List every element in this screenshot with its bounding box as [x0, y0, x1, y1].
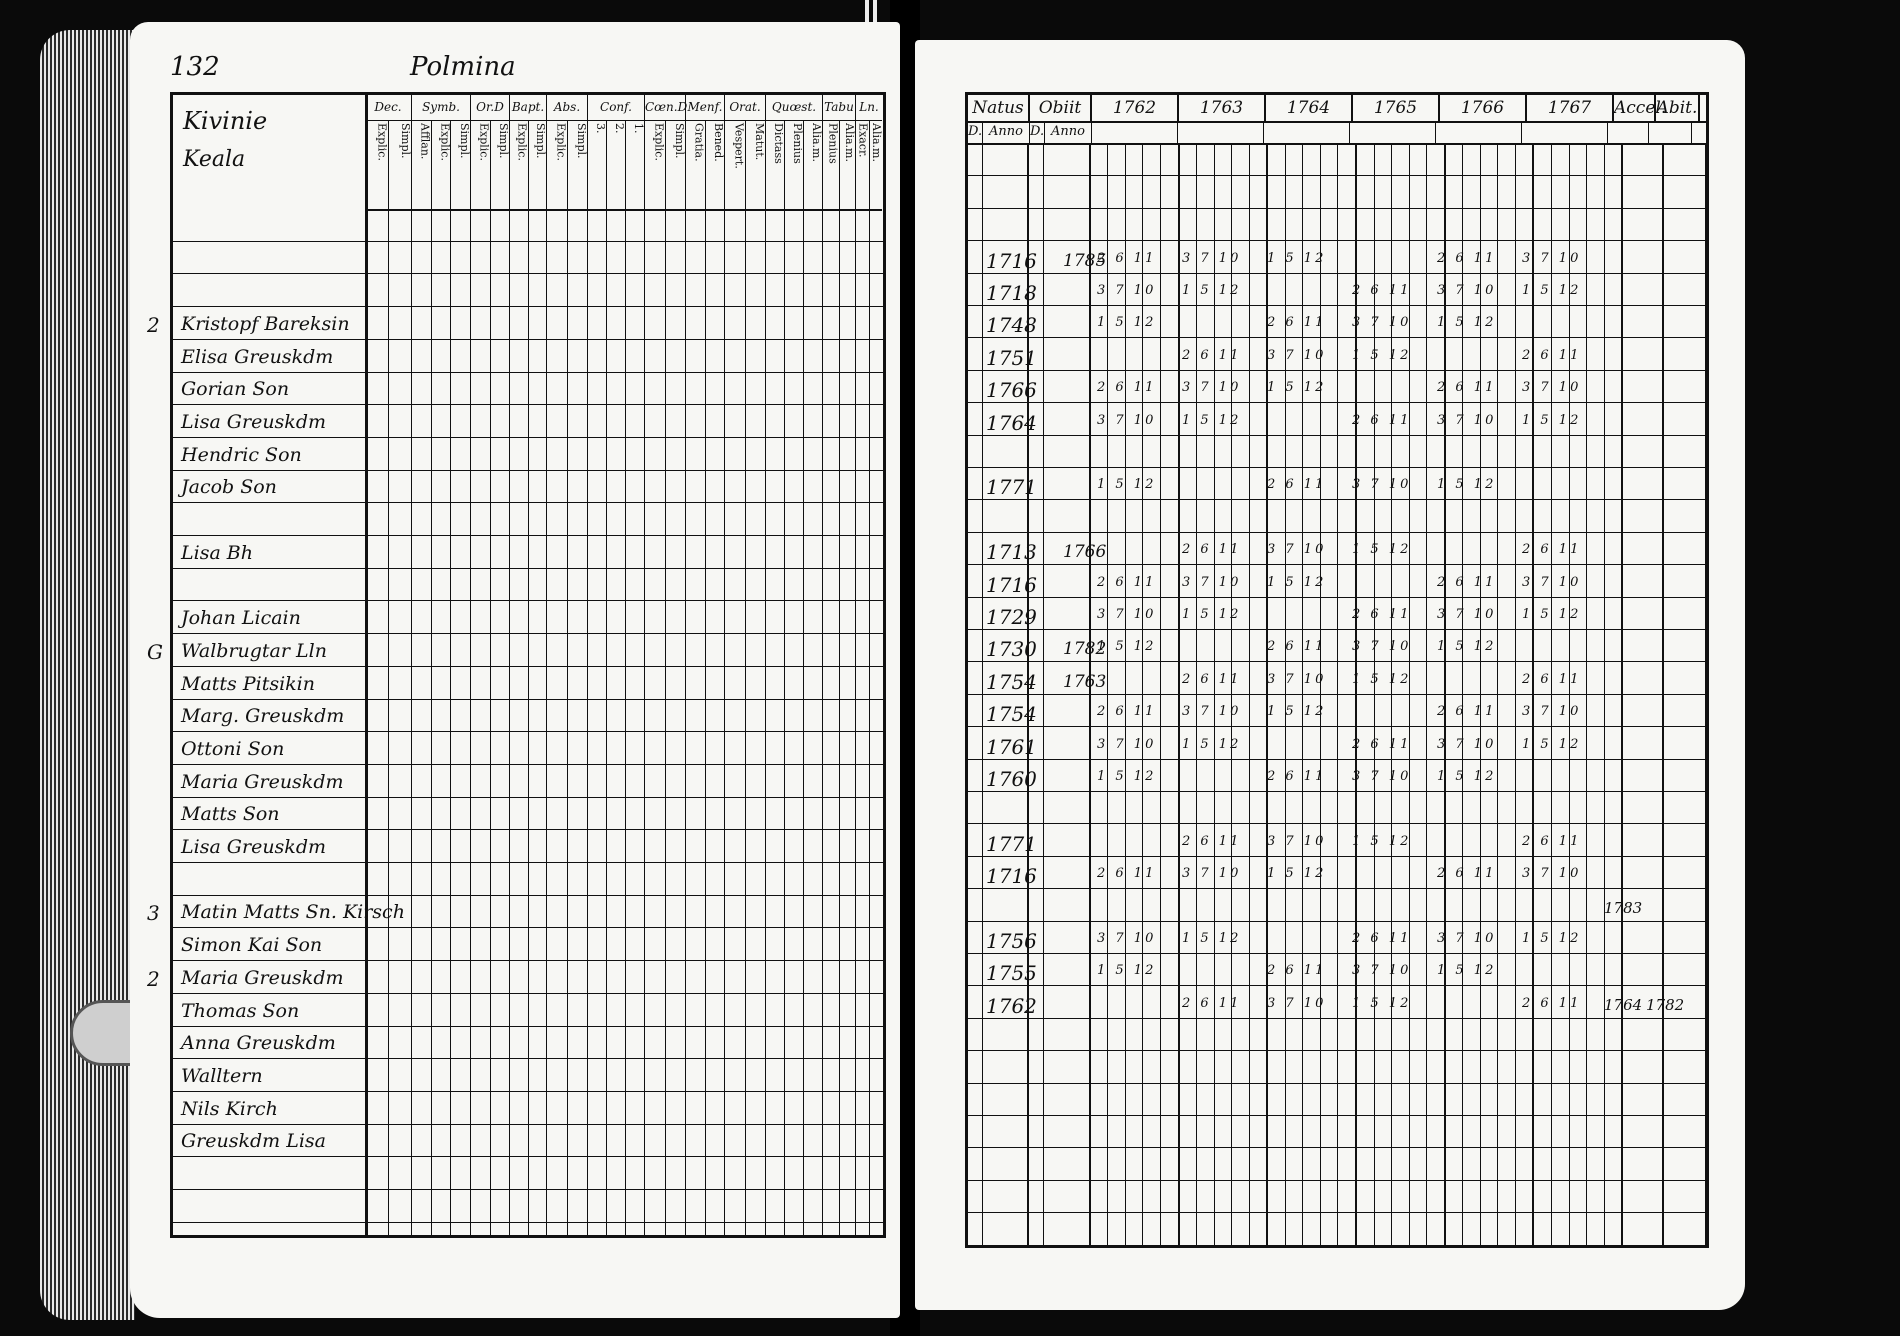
progress-marks: 3 7 10 — [1182, 574, 1242, 590]
column-head: Abs. — [547, 95, 587, 121]
column-head: Conf. — [588, 95, 644, 121]
row-rule — [173, 568, 883, 569]
progress-marks: 2 6 11 — [1437, 866, 1497, 882]
birth-year: 1751 — [986, 345, 1037, 370]
death-year: 1763 — [1063, 671, 1107, 692]
column-subhead: Explic. — [432, 121, 452, 209]
birth-year: 1756 — [986, 929, 1037, 953]
row-rule — [173, 273, 883, 274]
village-name: Kivinie — [183, 107, 268, 135]
person-name: Lisa Bh — [181, 541, 254, 564]
register-subhead: D. — [1030, 121, 1045, 143]
register-head: 1765 — [1353, 95, 1440, 121]
death-year: 1785 — [1063, 250, 1107, 271]
progress-marks: 1 5 12 — [1097, 477, 1157, 493]
column-head: Cœn.D — [645, 95, 685, 121]
progress-marks: 3 7 10 — [1267, 542, 1327, 558]
register-subhead: Anno — [983, 121, 1030, 143]
person-name: Matin Matts Sn. Kirsch — [181, 901, 405, 924]
progress-marks: 1 5 12 — [1437, 477, 1497, 493]
household-number: 3 — [147, 901, 160, 926]
row-rule — [173, 1091, 883, 1092]
register-row-rule — [968, 273, 1706, 274]
progress-marks: 2 6 11 — [1097, 704, 1157, 720]
column-subhead: Matut. — [753, 123, 766, 161]
register-row-rule — [968, 499, 1706, 500]
progress-marks: 2 6 11 — [1352, 607, 1412, 622]
register-row-rule — [968, 402, 1706, 403]
progress-marks: 3 7 10 — [1522, 250, 1582, 266]
progress-marks: 3 7 10 — [1352, 769, 1412, 784]
row-rule — [173, 829, 883, 830]
register-row-rule — [968, 759, 1706, 760]
row-rule — [173, 797, 883, 798]
progress-marks: 3 7 10 — [1267, 833, 1327, 849]
progress-marks: 1 5 12 — [1182, 283, 1242, 298]
progress-marks: 1 5 12 — [1437, 963, 1497, 979]
progress-marks: 1 5 12 — [1522, 931, 1582, 946]
progress-marks: 3 7 10 — [1097, 283, 1157, 298]
column-subhead: Simpl. — [575, 123, 588, 159]
register-head: Abit. — [1656, 95, 1700, 121]
register-row-rule — [968, 823, 1706, 824]
row-rule — [173, 339, 883, 340]
register-row-rule — [968, 240, 1706, 241]
left-page — [130, 22, 900, 1318]
progress-marks: 2 6 11 — [1182, 347, 1242, 363]
progress-marks: 1 5 12 — [1522, 412, 1582, 428]
progress-marks: 3 7 10 — [1267, 995, 1327, 1011]
register-row-rule — [968, 1115, 1706, 1116]
progress-marks: 1 5 12 — [1182, 931, 1242, 946]
column-subhead: 2. — [607, 121, 626, 209]
row-rules — [173, 208, 883, 1235]
column-subheads — [588, 121, 644, 211]
register-head: 1762 — [1092, 95, 1179, 121]
register-row-rule — [968, 985, 1706, 986]
progress-marks: 2 6 11 — [1522, 347, 1582, 363]
progress-marks: 2 6 11 — [1267, 315, 1327, 331]
progress-marks: 3 7 10 — [1182, 250, 1242, 266]
column-subhead: Alia.m. — [843, 123, 856, 162]
register-head: Natus — [968, 95, 1030, 121]
birth-year: 1766 — [986, 378, 1037, 403]
person-name: Walltern — [181, 1064, 263, 1087]
progress-marks: 2 6 11 — [1182, 995, 1242, 1011]
column-subheads — [686, 121, 724, 211]
column-head: Symb. — [412, 95, 470, 121]
abit-year: 1782 — [1646, 995, 1685, 1014]
person-name: Ottoni Son — [181, 737, 285, 760]
binding-mark — [865, 0, 869, 22]
register-head: 1766 — [1440, 95, 1527, 121]
row-rule — [173, 241, 883, 242]
register-rows — [968, 143, 1706, 1245]
progress-marks: 1 5 12 — [1437, 639, 1497, 655]
progress-marks: 3 7 10 — [1437, 283, 1497, 298]
column-head: Tabu — [823, 95, 855, 121]
birth-year: 1754 — [986, 702, 1037, 727]
progress-marks: 2 6 11 — [1267, 769, 1327, 784]
column-subhead: 3. — [588, 121, 607, 209]
book-edge — [40, 30, 135, 1320]
progress-marks: 1 5 12 — [1352, 833, 1412, 849]
column-subhead: Plenius — [823, 121, 840, 209]
birth-year: 1755 — [986, 961, 1037, 986]
column-subhead: Simpl. — [673, 123, 686, 159]
progress-marks: 1 5 12 — [1352, 995, 1412, 1011]
birth-year: 1716 — [986, 864, 1037, 889]
column-subhead: Explic. — [365, 121, 389, 209]
register-row-rule — [968, 856, 1706, 857]
year-subhead — [1092, 121, 1178, 143]
birth-year: 1713 — [986, 540, 1037, 565]
register-row-rule — [968, 694, 1706, 695]
person-name: Lisa Greuskdm — [181, 836, 326, 858]
row-rule — [173, 699, 883, 700]
birth-year: 1748 — [986, 313, 1037, 338]
column-subheads — [510, 121, 546, 211]
register-row-rule — [968, 1245, 1706, 1246]
progress-marks: 3 7 10 — [1522, 866, 1582, 882]
progress-marks: 2 6 11 — [1352, 931, 1412, 946]
progress-marks: 2 6 11 — [1097, 574, 1157, 590]
row-rule — [173, 1189, 883, 1190]
register-row-rule — [968, 564, 1706, 565]
row-rule — [173, 633, 883, 634]
progress-marks: 3 7 10 — [1437, 736, 1497, 752]
column-subheads — [645, 121, 685, 211]
row-rule — [173, 666, 883, 667]
progress-marks: 2 6 11 — [1182, 833, 1242, 849]
progress-marks: 1 5 12 — [1182, 412, 1242, 428]
progress-marks: 1 5 12 — [1267, 574, 1327, 590]
progress-marks: 1 5 12 — [1097, 963, 1157, 979]
column-subheads — [856, 121, 882, 211]
register-row-rule — [968, 1180, 1706, 1181]
birth-year: 1730 — [986, 637, 1037, 662]
register-row-rule — [968, 435, 1706, 436]
progress-marks: 3 7 10 — [1352, 963, 1412, 979]
death-year: 1782 — [1063, 639, 1107, 660]
register-row-rule — [968, 208, 1706, 209]
birth-year: 1718 — [986, 281, 1037, 305]
register-row-rule — [968, 661, 1706, 662]
progress-marks: 3 7 10 — [1522, 380, 1582, 396]
progress-marks: 2 6 11 — [1097, 380, 1157, 396]
register-row-rule — [968, 921, 1706, 922]
progress-marks: 3 7 10 — [1097, 412, 1157, 428]
row-rule — [173, 1156, 883, 1157]
progress-marks: 3 7 10 — [1437, 931, 1497, 946]
progress-marks: 1 5 12 — [1352, 671, 1412, 687]
progress-marks: 3 7 10 — [1437, 412, 1497, 428]
progress-marks: 1 5 12 — [1352, 542, 1412, 558]
progress-marks: 1 5 12 — [1437, 315, 1497, 331]
birth-year: 1716 — [986, 572, 1037, 597]
person-name: Matts Son — [181, 803, 280, 826]
register-row-rule — [968, 1083, 1706, 1084]
progress-marks: 2 6 11 — [1522, 671, 1582, 687]
progress-marks: 2 6 11 — [1522, 833, 1582, 849]
progress-marks: 2 6 11 — [1437, 574, 1497, 590]
progress-marks: 1 5 12 — [1522, 283, 1582, 298]
progress-marks: 2 6 11 — [1097, 866, 1157, 882]
register-row-rule — [968, 1050, 1706, 1051]
progress-marks: 2 6 11 — [1182, 671, 1242, 687]
progress-marks: 2 6 11 — [1352, 736, 1412, 752]
parish-name: Polmina — [410, 52, 516, 82]
column-subheads — [823, 121, 855, 211]
row-rule — [173, 764, 883, 765]
register-row-rule — [968, 370, 1706, 371]
progress-marks: 2 6 11 — [1267, 639, 1327, 655]
progress-marks: 2 6 11 — [1437, 250, 1497, 266]
household-number: G — [147, 639, 163, 664]
row-rule — [173, 960, 883, 961]
progress-marks: 2 6 11 — [1352, 283, 1412, 298]
column-subhead: Explic. — [510, 121, 529, 209]
progress-marks: 1 5 12 — [1182, 607, 1242, 622]
column-subhead: Dictass — [766, 121, 785, 209]
person-name: Marg. Greuskdm — [181, 705, 345, 728]
row-rule — [173, 437, 883, 438]
person-name: Walbrugtar Lln — [181, 639, 327, 662]
register-row-rule — [968, 467, 1706, 468]
row-rule — [173, 1058, 883, 1059]
column-head: Menf. — [686, 95, 724, 121]
column-head: Ln. — [856, 95, 882, 121]
register-row-rule — [968, 532, 1706, 533]
household-number: 2 — [147, 966, 160, 991]
progress-marks: 3 7 10 — [1182, 704, 1242, 720]
progress-marks: 1 5 12 — [1522, 736, 1582, 752]
register-row-rule — [968, 175, 1706, 176]
progress-marks: 1 5 12 — [1522, 607, 1582, 622]
row-rule — [173, 993, 883, 994]
progress-marks: 1 5 12 — [1097, 639, 1157, 655]
person-name: Johan Licain — [181, 607, 301, 630]
person-name: Simon Kai Son — [181, 934, 323, 957]
register-head: 1767 — [1527, 95, 1614, 121]
death-year: 1766 — [1063, 542, 1107, 563]
progress-marks: 3 7 10 — [1097, 931, 1157, 946]
progress-marks: 2 6 11 — [1522, 995, 1582, 1011]
birth-year: 1762 — [986, 993, 1037, 1018]
progress-marks: 3 7 10 — [1522, 574, 1582, 590]
column-subhead: Explic. — [547, 121, 568, 209]
register-row-rule — [968, 953, 1706, 954]
register-row-rule — [968, 337, 1706, 338]
year-subhead — [1264, 121, 1350, 143]
column-head: Dec. — [365, 95, 411, 121]
birth-year: 1754 — [986, 669, 1037, 694]
row-rule — [173, 372, 883, 373]
row-rule — [173, 1026, 883, 1027]
progress-marks: 2 6 11 — [1352, 412, 1412, 428]
page-number: 132 — [170, 52, 220, 82]
person-name: Elisa Greuskdm — [181, 345, 334, 368]
column-subheads — [725, 121, 765, 211]
year-subhead — [1436, 121, 1522, 143]
year-subhead — [1178, 121, 1264, 143]
row-rule — [173, 862, 883, 863]
progress-marks: 1 5 12 — [1097, 769, 1157, 784]
progress-marks: 3 7 10 — [1182, 866, 1242, 882]
register-row-rule — [968, 1212, 1706, 1213]
row-rule — [173, 404, 883, 405]
register-subheader — [968, 121, 1706, 145]
birth-year: 1761 — [986, 734, 1037, 759]
progress-marks: 2 6 11 — [1267, 477, 1327, 493]
row-rule — [173, 600, 883, 601]
column-subhead: Afflan. — [412, 121, 432, 209]
person-name: Maria Greuskdm — [181, 770, 344, 793]
row-rule — [173, 895, 883, 896]
person-name: Maria Greuskdm — [181, 966, 344, 989]
birth-year: 1760 — [986, 767, 1037, 791]
column-subheads — [365, 121, 411, 211]
year-subhead — [1350, 121, 1436, 143]
progress-marks: 3 7 10 — [1352, 315, 1412, 331]
register-row-rule — [968, 597, 1706, 598]
column-subhead: Gratia. — [686, 121, 706, 209]
village-subname: Keala — [183, 147, 246, 172]
column-head: Quœst. — [766, 95, 822, 121]
row-rule — [173, 927, 883, 928]
household-number: 2 — [147, 312, 160, 337]
progress-marks: 2 6 11 — [1437, 704, 1497, 720]
register-table — [965, 92, 1709, 1248]
row-rule — [173, 535, 883, 536]
person-name: Nils Kirch — [181, 1097, 278, 1120]
birth-year: 1771 — [986, 831, 1037, 856]
progress-marks: 3 7 10 — [1097, 607, 1157, 622]
column-subheads — [412, 121, 470, 211]
progress-marks: 3 7 10 — [1522, 704, 1582, 720]
progress-marks: 1 5 12 — [1097, 315, 1157, 331]
row-rule — [173, 502, 883, 503]
register-row-rule — [968, 1147, 1706, 1148]
status-subhead — [1649, 121, 1692, 143]
column-subhead: Alia.m. — [810, 123, 823, 162]
person-name: Greuskdm Lisa — [181, 1130, 326, 1153]
person-name: Lisa Greuskdm — [181, 410, 326, 433]
register-subhead: Anno — [1045, 121, 1092, 143]
register-head: 1763 — [1179, 95, 1266, 121]
progress-marks: 3 7 10 — [1352, 477, 1412, 493]
column-subhead: Alia.m. — [870, 123, 883, 162]
person-name: Hendric Son — [181, 443, 302, 466]
row-rule — [173, 1222, 883, 1223]
progress-marks: 3 7 10 — [1437, 607, 1497, 622]
register-subhead: D. — [968, 121, 983, 143]
progress-marks: 2 6 11 — [1182, 542, 1242, 558]
progress-marks: 2 6 11 — [1097, 250, 1157, 266]
progress-marks: 3 7 10 — [1097, 736, 1157, 752]
progress-marks: 1 5 12 — [1267, 250, 1327, 266]
register-row-rule — [968, 1018, 1706, 1019]
birth-year: 1764 — [986, 410, 1037, 435]
register-head: 1764 — [1266, 95, 1353, 121]
row-rule — [173, 306, 883, 307]
progress-marks: 2 6 11 — [1437, 380, 1497, 396]
register-row-rule — [968, 888, 1706, 889]
progress-marks: 1 5 12 — [1267, 380, 1327, 396]
row-rule — [173, 1124, 883, 1125]
column-subhead: Simpl. — [399, 123, 412, 159]
column-subhead: Explic. — [471, 121, 491, 209]
birth-year: 1771 — [986, 475, 1037, 500]
person-name: Thomas Son — [181, 999, 300, 1022]
register-row-rule — [968, 629, 1706, 630]
column-head: Orat. — [725, 95, 765, 121]
column-subheads — [766, 121, 822, 211]
column-subhead: Explic. — [645, 121, 666, 209]
progress-marks: 1 5 12 — [1437, 769, 1497, 784]
person-name: Anna Greuskdm — [181, 1032, 336, 1055]
catechetical-table — [147, 92, 886, 1238]
column-subhead: 1. — [632, 123, 645, 134]
register-head: Obiit — [1030, 95, 1092, 121]
accel-year: 1783 — [1604, 898, 1643, 917]
column-head: Bapt. — [510, 95, 546, 121]
register-head: Accel. — [1614, 95, 1656, 121]
progress-marks: 2 6 11 — [1267, 963, 1327, 979]
register-row-rule — [968, 305, 1706, 306]
right-page — [915, 40, 1745, 1310]
column-subhead: Vespert. — [725, 121, 746, 209]
column-head: Or.D — [471, 95, 509, 121]
column-subheads — [547, 121, 587, 211]
register-header — [968, 95, 1706, 123]
person-name: Jacob Son — [181, 476, 277, 499]
birth-year: 1716 — [986, 248, 1037, 273]
register-row-rule — [968, 791, 1706, 792]
progress-marks: 1 5 12 — [1267, 704, 1327, 720]
status-subhead — [1608, 121, 1649, 143]
year-subhead — [1522, 121, 1608, 143]
column-subhead: Simpl. — [458, 123, 472, 159]
column-subheads — [471, 121, 509, 211]
progress-marks: 1 5 12 — [1267, 866, 1327, 882]
progress-marks: 3 7 10 — [1352, 639, 1412, 655]
progress-marks: 1 5 12 — [1182, 736, 1242, 752]
register-row-rule — [968, 726, 1706, 727]
column-subhead: Simpl. — [534, 123, 547, 159]
progress-marks: 3 7 10 — [1182, 380, 1242, 396]
row-rule — [173, 470, 883, 471]
progress-marks: 2 6 11 — [1522, 542, 1582, 558]
row-rule — [173, 731, 883, 732]
progress-marks: 3 7 10 — [1267, 347, 1327, 363]
person-name: Matts Pitsikin — [181, 672, 315, 695]
birth-year: 1729 — [986, 605, 1037, 629]
column-subhead: Plenius — [785, 121, 804, 209]
accel-year: 1764 — [1604, 995, 1643, 1014]
column-subhead: Exacr. — [856, 121, 870, 209]
column-subhead: Bened. — [712, 123, 725, 162]
progress-marks: 1 5 12 — [1352, 347, 1412, 363]
progress-marks: 3 7 10 — [1267, 671, 1327, 687]
person-name: Kristopf Bareksin — [181, 312, 350, 335]
column-subhead: Simpl. — [497, 123, 510, 159]
binding-mark — [873, 0, 877, 22]
person-name: Gorian Son — [181, 378, 290, 401]
